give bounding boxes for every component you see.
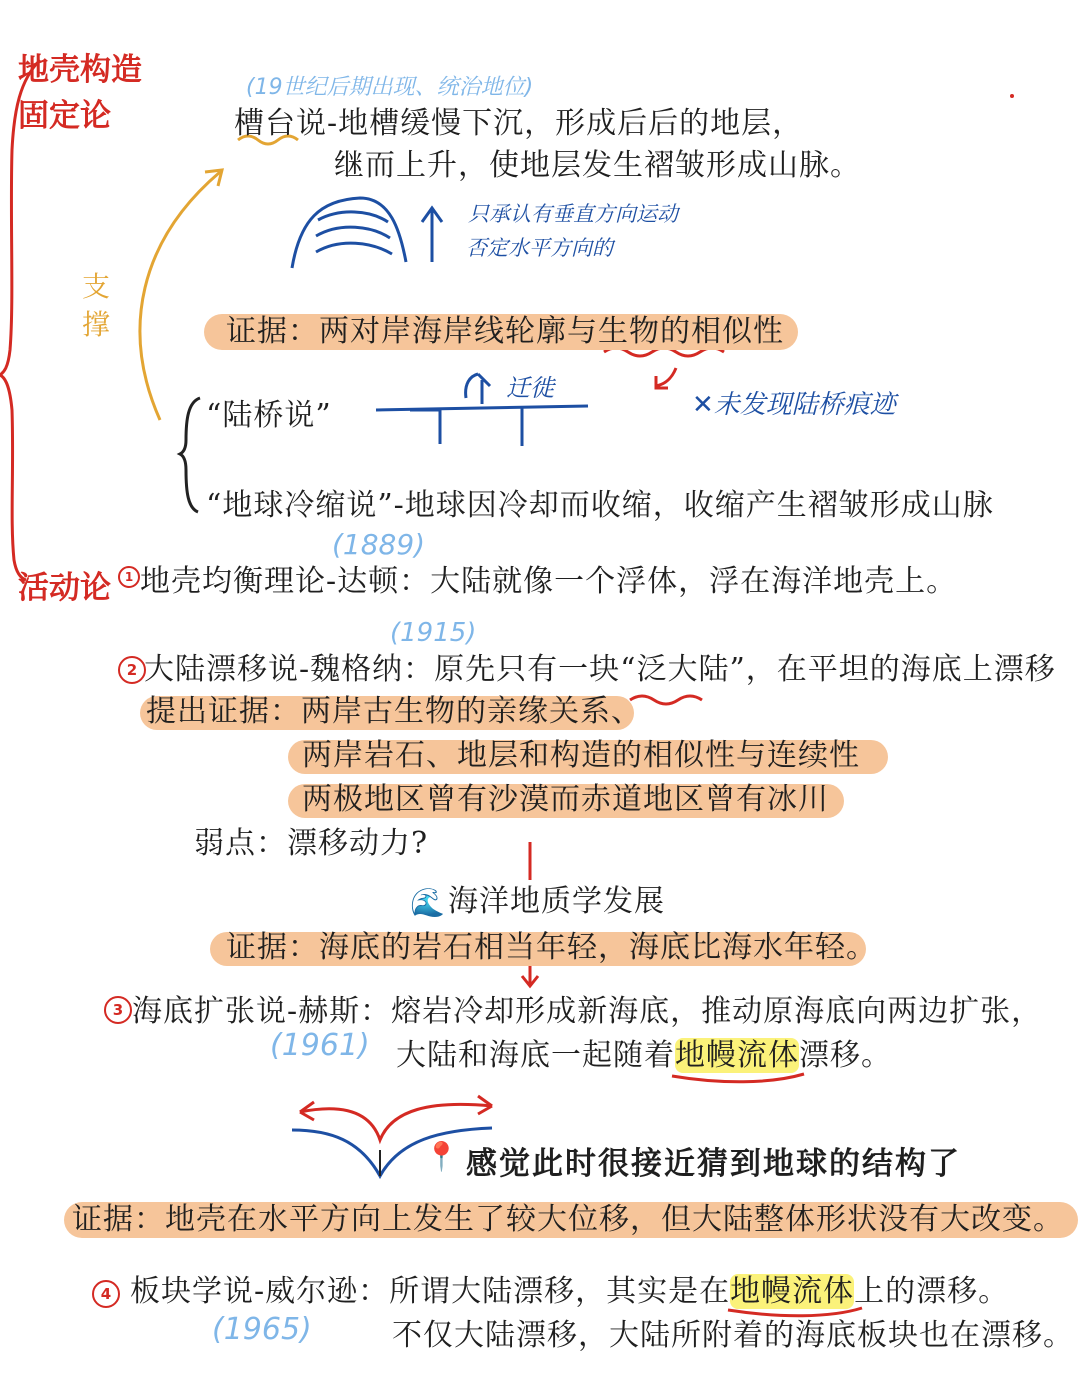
ocean-evidence-text: 证据：海底的岩石相当年轻，海底比海水年轻。 [226, 930, 877, 965]
drift-evidence-b: 两岸岩石、地层和构造的相似性与连续性 [302, 738, 860, 773]
flow-arrow-2 [522, 966, 538, 986]
land-bridge-rebuttal: ✕未发现陆桥痕迹 [692, 390, 896, 420]
support-label: 支撑 [82, 270, 111, 341]
vertical-only-note: 只承认有垂直方向运动 [468, 202, 678, 226]
evidence1-text: 证据：两对岸海岸线轮廓与生物的相似性 [226, 314, 784, 349]
support-arrow [140, 172, 220, 420]
drift-text: 大陆漂移说-魏格纳：原先只有一块“泛大陆”，在平坦的海底上漂移 [144, 652, 1056, 687]
horizontal-denied-note: 否定水平方向的 [466, 236, 613, 260]
migration-note: 迁徙 [506, 374, 554, 402]
seafloor-mantle-highlight: 地幔流体 [675, 1038, 799, 1073]
fold-sketch [292, 198, 406, 268]
seafloor-line2-pre: 大陆和海底一起随着 [396, 1038, 675, 1073]
geosyncline-line2: 继而上升，使地层发生褶皱形成山脉。 [334, 148, 861, 183]
plate-line1-post: 上的漂移。 [854, 1274, 1010, 1309]
seafloor-year: (1961) [270, 1028, 370, 1063]
reflection-text: 感觉此时很接近猜到地球的结构了 [466, 1146, 961, 1182]
rebuttal-arrow [656, 368, 676, 388]
drift-number: 2 [118, 656, 146, 684]
seafloor-line2-post: 漂移。 [799, 1038, 892, 1073]
drift-weakness: 弱点：漂移动力? [194, 826, 429, 861]
seafloor-number: 3 [104, 996, 132, 1024]
plate-year: (1965) [212, 1312, 312, 1347]
drift-year: (1915) [390, 618, 477, 648]
seafloor-line1: 海底扩张说-赫斯：熔岩冷却形成新海底，推动原海底向两边扩张， [132, 994, 1043, 1029]
final-evidence-text: 证据：地壳在水平方向上发生了较大位移，但大陆整体形状没有大改变。 [72, 1202, 1064, 1237]
plate-number: 4 [92, 1280, 120, 1308]
geosyncline-era-note: (19世纪后期出现、统治地位) [246, 75, 534, 100]
spreading-ridge-blue [292, 1128, 492, 1176]
wave-icon: 🌊 [410, 886, 445, 919]
isostasy-number: 1 [118, 566, 140, 588]
migration-figure [466, 374, 490, 404]
drift-evidence-c: 两极地区曾有沙漠而赤道地区曾有冰川 [302, 782, 829, 817]
contraction-theory-text: “地球冷缩说”-地球因冷却而收缩，收缩产生褶皱形成山脉 [206, 488, 994, 523]
ocean-geology-text: 海洋地质学发展 [448, 884, 665, 919]
left-curly-brace [0, 60, 40, 580]
theory-brace [180, 398, 200, 512]
header-fixism-line1: 地壳构造 [18, 52, 142, 88]
seafloor-line2 [396, 1036, 892, 1076]
drift-evidence-a: 提出证据：两岸古生物的亲缘关系、 [146, 694, 642, 729]
pin-icon: 📍 [424, 1140, 459, 1173]
header-fixism-line2: 固定论 [18, 98, 111, 134]
isostasy-text: 地壳均衡理论-达顿：大陆就像一个浮体，浮在海洋地壳上。 [140, 564, 958, 599]
header-mobilism: 活动论 [18, 570, 111, 606]
land-bridge-label: “陆桥说” [206, 398, 332, 433]
plate-mantle-highlight: 地幔流体 [730, 1274, 855, 1309]
plate-line1-pre: 板块学说-威尔逊：所谓大陆漂移，其实是在 [130, 1274, 731, 1309]
geosyncline-line1: 槽台说-地槽缓慢下沉，形成后后的地层， [234, 106, 804, 141]
vertical-arrow [422, 208, 442, 262]
plate-line1 [130, 1272, 1009, 1312]
plate-line2: 不仅大陆漂移，大陆所附着的海底板块也在漂移。 [392, 1318, 1074, 1353]
land-bridge-sketch [376, 406, 588, 410]
contraction-year: (1889) [332, 528, 426, 561]
